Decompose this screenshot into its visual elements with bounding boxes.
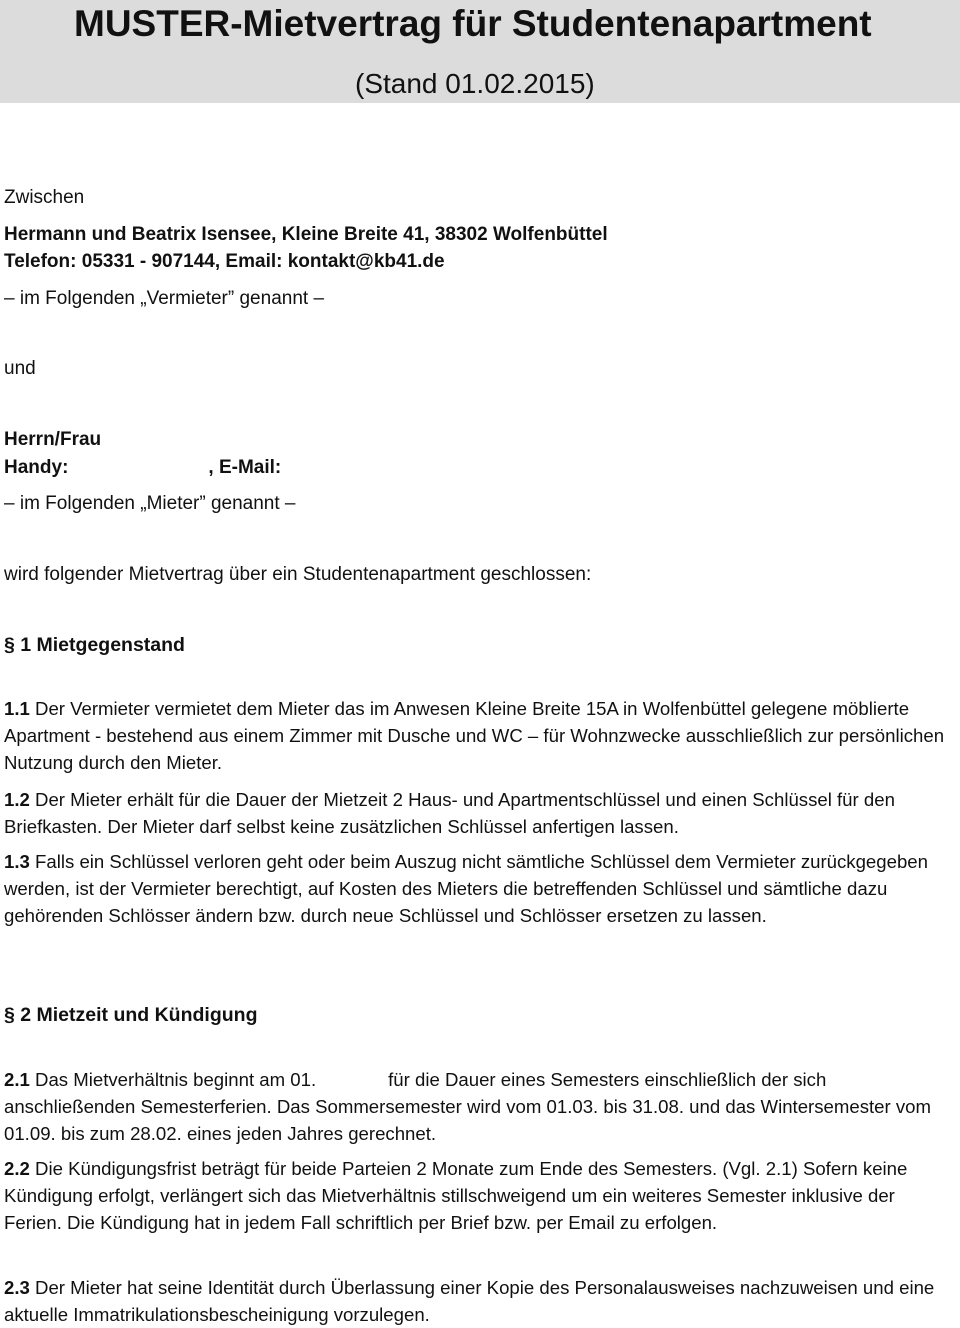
- clause-text: Die Kündigungsfrist beträgt für beide Parteien 2 Monate zum Ende des Semesters. (Vgl. 2.1) Sofern keine Kündigung erfolgt, verlängert sich das Mietverhältnis stillschweigend um ein weiteres Semester inklusive der Ferien. Die Kündigung hat in jedem Fall schriftlich per Brief bzw. per Email zu erfolgen.: [4, 1158, 908, 1233]
- landlord-contact: Telefon: 05331 - 907144, Email: kontakt@kb41.de: [4, 251, 445, 272]
- tenant-email-label: , E-Mail:: [208, 457, 282, 478]
- tenant-contact-line: [4, 456, 281, 480]
- title-band: [0, 0, 960, 103]
- tenant-salutation: Herrn/Frau: [4, 429, 102, 450]
- clause-text: Der Vermieter vermietet dem Mieter das im Anwesen Kleine Breite 15A in Wolfenbüttel gelegene möblierte Apartment - bestehend aus einem Zimmer mit Dusche und WC – für Wohnzwecke ausschließlich zur persönlichen Nutzung durch den Mieter.: [4, 698, 945, 773]
- landlord-role: – im Folgenden „Vermieter” genannt –: [4, 288, 325, 309]
- clause-number: 1.3: [4, 851, 30, 872]
- tenant-handy-label: Handy:: [4, 457, 69, 478]
- clause-number: 2.1: [4, 1069, 30, 1090]
- clause-text: Der Mieter hat seine Identität durch Überlassung einer Kopie des Personalausweises nachzuweisen und eine aktuelle Immatrikulationsbescheinigung vorzulegen.: [4, 1277, 935, 1325]
- clause-number: 2.3: [4, 1277, 30, 1298]
- clause-2-2: [4, 1155, 954, 1236]
- clause-text: für die Dauer eines Semesters einschließlich der sich anschließenden Semesterferien. Das Sommersemester wird vom 01.03. bis 31.08. und das Wintersemester vom 01.09. bis zum 28.02. eines jeden Jahres gerechnet.: [4, 1069, 931, 1144]
- clause-text: Falls ein Schlüssel verloren geht oder beim Auszug nicht sämtliche Schlüssel dem Vermieter zurückgegeben werden, ist der Vermieter berechtigt, auf Kosten des Mieters die betreffenden Schlüssel und sämtliche dazu gehörenden Schlösser ändern bzw. durch neue Schlüssel und Schlösser ersetzen zu lassen.: [4, 851, 928, 926]
- landlord-name: Hermann und Beatrix Isensee, Kleine Breite 41, 38302 Wolfenbüttel: [4, 224, 608, 245]
- clause-number: 1.1: [4, 698, 30, 719]
- clause-number: 1.2: [4, 789, 30, 810]
- clause-1-1: [4, 695, 954, 776]
- tenant-role: – im Folgenden „Mieter” genannt –: [4, 493, 296, 514]
- document-date: (Stand 01.02.2015): [355, 68, 595, 99]
- clause-text: Das Mietverhältnis beginnt am 01.: [29, 1069, 317, 1090]
- clause-number: 2.2: [4, 1158, 30, 1179]
- document-title: MUSTER-Mietvertrag für Studentenapartment: [74, 3, 872, 44]
- between-label: Zwischen: [4, 187, 85, 208]
- clause-1-3: [4, 848, 954, 929]
- clause-text: Der Mieter erhält für die Dauer der Mietzeit 2 Haus- und Apartmentschlüssel und einen Schlüssel für den Briefkasten. Der Mieter darf selbst keine zusätzlichen Schlüssel anfertigen lassen.: [4, 789, 895, 837]
- section-1-heading: § 1 Mietgegenstand: [4, 634, 185, 656]
- clause-1-2: [4, 786, 954, 840]
- clause-2-1: [4, 1066, 954, 1147]
- clause-2-3: [4, 1274, 954, 1328]
- section-2-heading: § 2 Mietzeit und Kündigung: [4, 1004, 258, 1026]
- contract-intro: wird folgender Mietvertrag über ein Studentenapartment geschlossen:: [4, 564, 592, 585]
- and-label: und: [4, 358, 36, 379]
